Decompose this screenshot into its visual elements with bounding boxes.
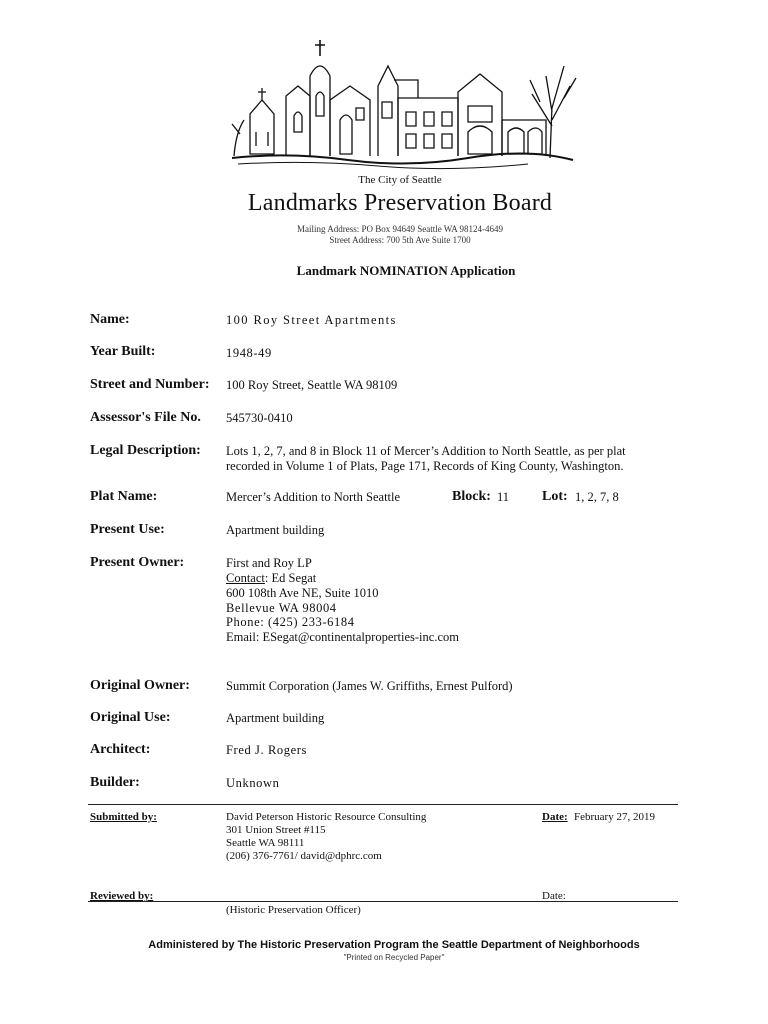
assessor-value: 545730-0410 [226, 411, 293, 425]
name-value: 100 Roy Street Apartments [226, 313, 397, 327]
legal-description-label: Legal Description: [90, 443, 201, 458]
block-label: Block: [452, 489, 491, 504]
landmarks-building-illustration [228, 36, 578, 172]
reviewed-date-label: Date: [542, 890, 566, 902]
owner-email: Email: ESegat@continentalproperties-inc.com [226, 630, 459, 644]
submitted-date-value: February 27, 2019 [574, 811, 655, 823]
lot-label: Lot: [542, 489, 568, 504]
original-use-value: Apartment building [226, 711, 325, 725]
owner-contact-line [226, 571, 316, 586]
footer-recycled: "Printed on Recycled Paper" [343, 953, 445, 962]
street-label: Street and Number: [90, 377, 210, 392]
block-value: 11 [497, 490, 510, 504]
board-title: Landmarks Preservation Board [247, 190, 553, 216]
owner-phone: Phone: (425) 233-6184 [226, 615, 355, 629]
submitted-line-1: David Peterson Historic Resource Consulting [226, 811, 427, 823]
architect-value: Fred J. Rogers [226, 743, 307, 757]
name-label: Name: [90, 312, 130, 327]
reviewer-title: (Historic Preservation Officer) [226, 904, 361, 916]
city-title: The City of Seattle [358, 174, 442, 186]
present-use-label: Present Use: [90, 522, 165, 537]
street-address: Street Address: 700 5th Ave Suite 1700 [329, 235, 471, 245]
divider-top [88, 804, 678, 805]
present-use-value: Apartment building [226, 523, 325, 537]
original-use-label: Original Use: [90, 710, 171, 725]
lot-value: 1, 2, 7, 8 [575, 490, 619, 504]
reviewed-by-label: Reviewed by: [90, 890, 154, 902]
plat-name-label: Plat Name: [90, 489, 158, 504]
builder-label: Builder: [90, 775, 140, 790]
owner-line-4: Bellevue WA 98004 [226, 601, 337, 615]
contact-label: Contact [226, 571, 265, 585]
footer-administered: Administered by The Historic Preservation Program the Seattle Department of Neighborhoods [148, 939, 640, 951]
architect-label: Architect: [90, 742, 151, 757]
mailing-address: Mailing Address: PO Box 94649 Seattle WA 98124-4649 [296, 224, 504, 234]
submitted-line-4: (206) 376-7761/ david@dphrc.com [226, 850, 382, 862]
assessor-label: Assessor's File No. [90, 410, 201, 425]
submitted-line-3: Seattle WA 98111 [226, 837, 305, 849]
submitted-line-2: 301 Union Street #115 [226, 824, 326, 836]
submitted-by-label: Submitted by: [90, 811, 157, 823]
original-owner-label: Original Owner: [90, 678, 190, 693]
legal-description-line-2: recorded in Volume 1 of Plats, Page 171, Records of King County, Washington. [226, 459, 624, 473]
owner-line-3: 600 108th Ave NE, Suite 1010 [226, 586, 379, 600]
year-built-value: 1948-49 [226, 346, 272, 360]
plat-name-value: Mercer’s Addition to North Seattle [226, 490, 401, 504]
contact-name: : Ed Segat [264, 571, 317, 585]
owner-line-1: First and Roy LP [226, 556, 312, 570]
submitted-date-label: Date: [542, 811, 568, 823]
year-built-label: Year Built: [90, 344, 156, 359]
legal-description-line-1: Lots 1, 2, 7, and 8 in Block 11 of Mercer’s Addition to North Seattle, as per plat [226, 444, 626, 458]
builder-value: Unknown [226, 776, 280, 790]
application-title: Landmark NOMINATION Application [296, 263, 516, 278]
original-owner-value: Summit Corporation (James W. Griffiths, Ernest Pulford) [226, 679, 513, 693]
present-owner-label: Present Owner: [90, 555, 185, 570]
street-value: 100 Roy Street, Seattle WA 98109 [226, 378, 398, 392]
reviewed-signature-line [88, 901, 678, 902]
